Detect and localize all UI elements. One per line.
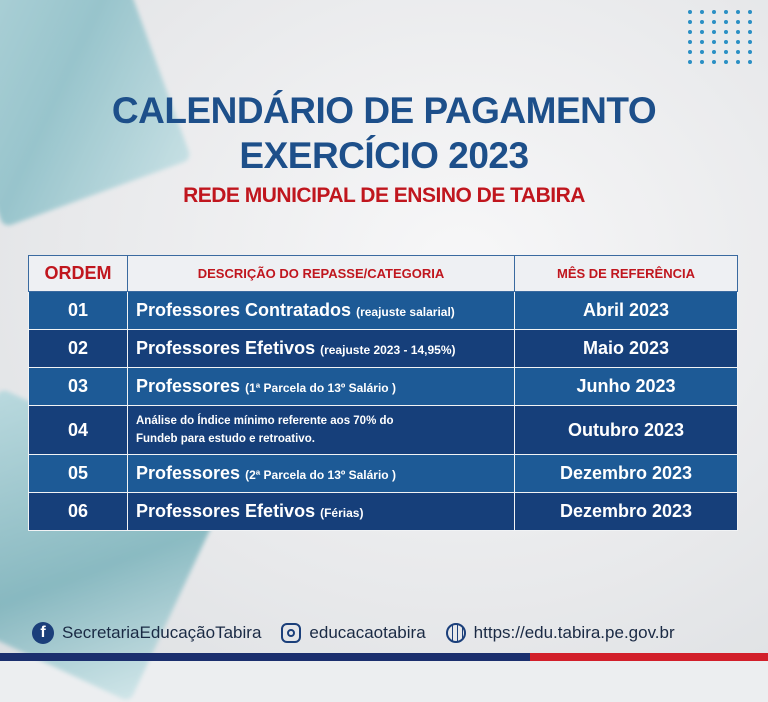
desc-cell bbox=[128, 292, 515, 330]
desc-line-2: Fundeb para estudo e retroativo. bbox=[136, 433, 315, 445]
desc-text: Professores Efetivos bbox=[136, 338, 316, 358]
mes-cell: Junho 2023 bbox=[515, 368, 738, 406]
ordem-cell: 03 bbox=[29, 368, 128, 406]
ordem-cell: 01 bbox=[29, 292, 128, 330]
mes-cell: Maio 2023 bbox=[515, 330, 738, 368]
ordem-cell: 04 bbox=[29, 406, 128, 455]
dot bbox=[712, 20, 716, 24]
dot bbox=[700, 10, 704, 14]
dot bbox=[736, 10, 740, 14]
dot bbox=[748, 20, 752, 24]
dot bbox=[700, 30, 704, 34]
header-descricao: DESCRIÇÃO DO REPASSE/CATEGORIA bbox=[128, 256, 515, 292]
desc-line-1: Análise do Índice mínimo referente aos 70% do bbox=[136, 415, 394, 427]
dot bbox=[712, 10, 716, 14]
subtitle: REDE MUNICIPAL DE ENSINO DE TABIRA bbox=[183, 184, 585, 207]
dot bbox=[688, 10, 692, 14]
website-link[interactable]: https://edu.tabira.pe.gov.br bbox=[473, 623, 675, 642]
mes-cell: Outubro 2023 bbox=[515, 406, 738, 455]
desc-note: (reajuste 2023 - 14,95%) bbox=[320, 343, 456, 357]
table-row bbox=[29, 406, 738, 455]
facebook-icon: f bbox=[32, 622, 54, 644]
dot bbox=[688, 30, 692, 34]
desc-text: Professores Efetivos bbox=[136, 501, 316, 521]
dot bbox=[700, 50, 704, 54]
ordem-cell: 05 bbox=[29, 455, 128, 493]
globe-icon bbox=[446, 623, 466, 643]
dot bbox=[724, 60, 728, 64]
desc-cell bbox=[128, 368, 515, 406]
dot-pattern-decoration bbox=[688, 10, 754, 64]
payment-table bbox=[28, 255, 738, 531]
desc-cell bbox=[128, 330, 515, 368]
dot bbox=[748, 40, 752, 44]
table-header bbox=[29, 256, 738, 292]
dot bbox=[748, 10, 752, 14]
dot bbox=[712, 40, 716, 44]
table-row bbox=[29, 455, 738, 493]
dot bbox=[736, 40, 740, 44]
bottom-color-bar bbox=[0, 653, 768, 661]
footer bbox=[32, 622, 675, 644]
dot bbox=[700, 40, 704, 44]
dot bbox=[748, 60, 752, 64]
ordem-cell: 06 bbox=[29, 493, 128, 531]
desc-text: Professores Contratados bbox=[136, 300, 352, 320]
mes-cell: Abril 2023 bbox=[515, 292, 738, 330]
dot bbox=[712, 30, 716, 34]
dot bbox=[712, 50, 716, 54]
dot bbox=[712, 60, 716, 64]
table-row bbox=[29, 292, 738, 330]
dot bbox=[724, 50, 728, 54]
dot bbox=[736, 50, 740, 54]
dot bbox=[724, 30, 728, 34]
mes-cell: Dezembro 2023 bbox=[515, 493, 738, 531]
instagram-icon bbox=[281, 623, 301, 643]
desc-text: Professores bbox=[136, 463, 241, 483]
dot bbox=[724, 40, 728, 44]
header-mes: MÊS DE REFERÊNCIA bbox=[515, 256, 738, 292]
dot bbox=[724, 10, 728, 14]
dot bbox=[700, 60, 704, 64]
desc-note: (Férias) bbox=[320, 506, 364, 520]
desc-text: Professores bbox=[136, 376, 241, 396]
header-ordem: ORDEM bbox=[29, 256, 128, 292]
desc-note: (2ª Parcela do 13º Salário ) bbox=[245, 468, 396, 482]
desc-note: (reajuste salarial) bbox=[356, 305, 455, 319]
desc-note: (1ª Parcela do 13º Salário ) bbox=[245, 381, 396, 395]
dot bbox=[736, 30, 740, 34]
dot bbox=[736, 60, 740, 64]
dot bbox=[748, 30, 752, 34]
instagram-link[interactable]: educacaotabira bbox=[309, 623, 426, 642]
title-line-1: CALENDÁRIO DE PAGAMENTO bbox=[111, 90, 657, 131]
dot bbox=[688, 40, 692, 44]
dot bbox=[688, 20, 692, 24]
facebook-link[interactable]: SecretariaEducaçãoTabira bbox=[62, 623, 262, 642]
desc-cell bbox=[128, 406, 515, 455]
table-row bbox=[29, 493, 738, 531]
mes-cell: Dezembro 2023 bbox=[515, 455, 738, 493]
ordem-cell: 02 bbox=[29, 330, 128, 368]
dot bbox=[700, 20, 704, 24]
dot bbox=[724, 20, 728, 24]
dot bbox=[736, 20, 740, 24]
table-row bbox=[29, 330, 738, 368]
dot bbox=[688, 50, 692, 54]
title-line-2: EXERCÍCIO 2023 bbox=[239, 135, 529, 176]
desc-cell bbox=[128, 455, 515, 493]
dot bbox=[748, 50, 752, 54]
desc-cell bbox=[128, 493, 515, 531]
dot bbox=[688, 60, 692, 64]
table-row bbox=[29, 368, 738, 406]
